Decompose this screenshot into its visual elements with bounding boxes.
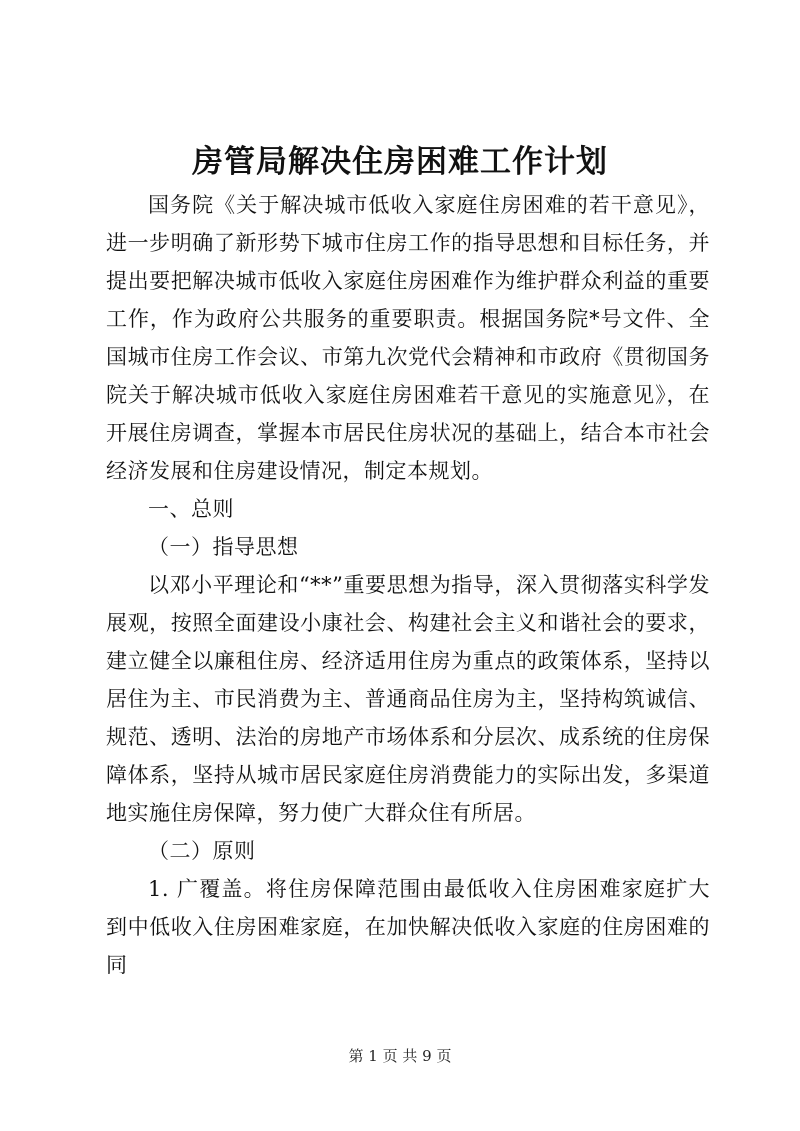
principle-1-paragraph: 1. 广覆盖。将住房保障范围由最低收入住房困难家庭扩大到中低收入住房困难家庭，在加快解决低收入家庭的住房困难的同 <box>106 877 710 977</box>
document-title: 房管局解决住房困难工作计划 <box>192 144 608 180</box>
guiding-ideology-paragraph: 以邓小平理论和“**”重要思想为指导，深入贯彻落实科学发展观，按照全面建设小康社会、构建社会主义和谐社会的要求，建立健全以廉租住房、经济适用住房为重点的政策体系，坚持以居住为主、市民消费为主、普通商品住房为主，坚持构筑诚信、规范、透明、法治的房地产市场体系和分层次、成系统的住房保障体系，坚持从城市居民家庭住房消费能力的实际出发，多渠道地实施住房保障，努力使广大群众住有所居。 <box>106 573 710 825</box>
page-footer: 第 1 页 共 9 页 <box>348 1047 452 1065</box>
subsection-heading-guiding-ideology: （一）指导思想 <box>148 535 299 559</box>
section-heading-general: 一、总则 <box>148 497 234 521</box>
document-body <box>106 186 710 984</box>
intro-paragraph: 国务院《关于解决城市低收入家庭住房困难的若干意见》，进一步明确了新形势下城市住房工作的指导思想和目标任务，并提出要把解决城市低收入家庭住房困难作为维护群众利益的重要工作，作为政府公共服务的重要职责。根据国务院*号文件、全国城市住房工作会议、市第九次党代会精神和市政府《贯彻国务院关于解决城市低收入家庭住房困难若干意见的实施意见》，在开展住房调查，掌握本市居民住房状况的基础上，结合本市社会经济发展和住房建设情况，制定本规划。 <box>106 193 710 483</box>
subsection-heading-principles: （二）原则 <box>148 839 256 863</box>
